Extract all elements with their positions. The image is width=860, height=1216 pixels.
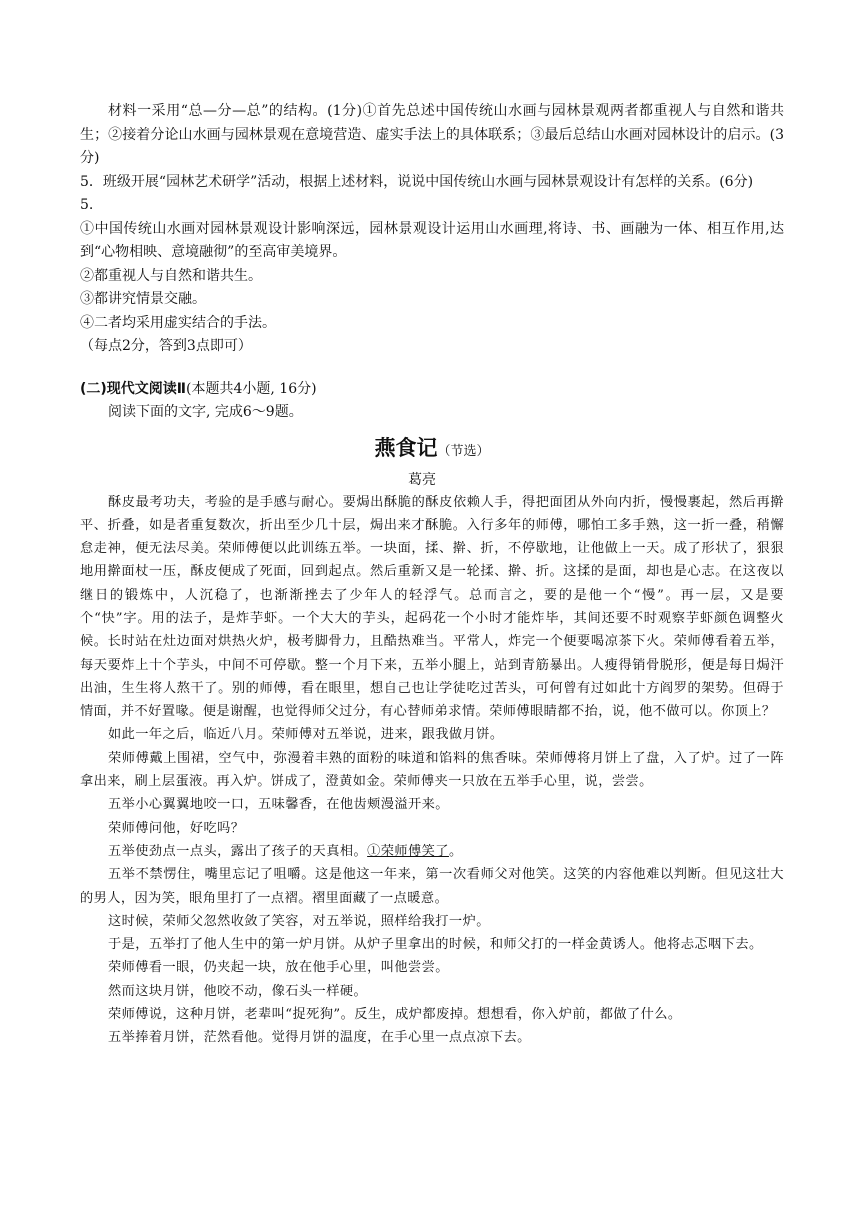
question-5-text: 5．班级开展“园林艺术研学”活动，根据上述材料，说说中国传统山水画与园林景观设计有怎样的关系。(6分) bbox=[80, 173, 754, 190]
article-paragraph-1: 酥皮最考功夫，考验的是手感与耐心。要焗出酥脆的酥皮依赖人手，得把面团从外向内折，慢慢裹起，然后再擀平、折叠，如是者重复数次，折出至少几十层，焗出来才酥脆。入行多年的师傅，哪怕工多手熟，这一折一叠，稍懈怠走神，便无法尽美。荣师傅便以此训练五举。一块面，揉、擀、折，不停歇地，让他做上一天。成了形状了，狠狠地用擀面杖一压，酥皮便成了死面，回到起点。然后重新又是一轮揉、擀、折。这揉的是面，却也是心志。在这夜以继日的锻炼中，人沉稳了，也渐渐挫去了少年人的轻浮气。总而言之，要的是他一个“慢”。再一层，又是要个“快”字。用的法子，是炸芋虾。一个大大的芋头，起码花一个小时才能炸毕，其间还要不时观察芋虾颜色调整火候。长时站在灶边面对烘热火炉，极考脚骨力，且酷热难当。平常人，炸完一个便要喝凉茶下火。荣师傅看着五举，每天要炸上十个芋头，中间不可停歇。整一个月下来，五举小腿上，站到青筋暴出。人瘦得销骨脱形，便是每日焗汗出油，生生将人熬干了。别的师傅，看在眼里，想自己也让学徒吃过苦头，可何曾有过如此十方阎罗的架势。但碍于情面，并不好置喙。便是谢醒，也觉得师父过分，有心替师弟求情。荣师傅眼睛都不抬，说，他不做可以。你顶上？ bbox=[80, 494, 784, 720]
answer-4-text: 材料一采用“总—分—总”的结构。(1分)①首先总述中国传统山水画与园林景观两者都重视人与自然和谐共生；②接着分论山水画与园林景观在意境营造、虚实手法上的具体联系；③最后总结山水画对园林设计的启示。(3分) bbox=[80, 103, 784, 166]
paragraph-6-start: 五举使劲点一点头，露出了孩子的天真相。 bbox=[108, 843, 368, 859]
answer-5-scoring-note: （每点2分，答到3点即可） bbox=[80, 338, 252, 354]
answer-5-point-1: ①中国传统山水画对园林景观设计影响深远，园林景观设计运用山水画理,将诗、书、画融为一体、相互作用,达到“心物相映、意境融彻”的至高审美境界。 bbox=[80, 220, 784, 260]
article-paragraph-5: 荣师傅问他，好吃吗？ bbox=[108, 820, 245, 836]
article-author: 葛亮 bbox=[408, 471, 436, 488]
underlined-sentence-1: ①荣师傅笑了 bbox=[367, 843, 449, 859]
section-title: (二)现代文阅读Ⅱ bbox=[80, 380, 187, 397]
section-note: (本题共4小题, 16分) bbox=[186, 380, 317, 397]
answer-5-point-4: ④二者均采用虚实结合的手法。 bbox=[80, 314, 276, 331]
article-paragraph-12: 荣师傅说，这种月饼，老辈叫“捉死狗”。反生，成炉都废掉。想想看，你入炉前，都做了什么。 bbox=[108, 1007, 682, 1023]
article-paragraph-4: 五举小心翼翼地咬一口，五味馨香，在他齿颊漫溢开来。 bbox=[108, 797, 449, 813]
article-paragraph-10: 荣师傅看一眼，仍夹起一块，放在他手心里，叫他尝尝。 bbox=[108, 960, 449, 976]
article-paragraph-3: 荣师傅戴上围裙，空气中，弥漫着丰熟的面粉的味道和馅料的焦香味。荣师傅将月饼上了盘，入了炉。过了一阵拿出来，刷上层蛋液。再入炉。饼成了，澄黄如金。荣师傅夹一只放在五举手心里，说，尝尝。 bbox=[80, 750, 784, 790]
article-paragraph-6 bbox=[80, 840, 784, 863]
article-paragraph-2: 如此一年之后，临近八月。荣师傅对五举说，进来，跟我做月饼。 bbox=[108, 727, 504, 743]
article-paragraph-13: 五举捧着月饼，茫然看他。觉得月饼的温度，在手心里一点点凉下去。 bbox=[108, 1030, 531, 1046]
article-paragraph-7: 五举不禁愣住，嘴里忘记了咀嚼。这是他这一年来，第一次看师父对他笑。这笑的内容他难以判断。但见这壮大的男人，因为笑，眼角里打了一点褶。褶里面藏了一点暖意。 bbox=[80, 867, 784, 906]
article-title: 燕食记 bbox=[374, 435, 438, 460]
article-title-row bbox=[80, 431, 784, 469]
exam-page bbox=[80, 100, 784, 1050]
answer-5-point-3: ③都讲究情景交融。 bbox=[80, 291, 206, 307]
article-title-note: （节选） bbox=[437, 443, 490, 459]
answer-5-number: 5. bbox=[80, 197, 94, 213]
answer-5-point-2: ②都重视人与自然和谐共生。 bbox=[80, 267, 262, 284]
article-paragraph-8: 这时候，荣师父忽然收敛了笑容，对五举说，照样给我打一炉。 bbox=[108, 913, 490, 929]
reading-instruction: 阅读下面的文字, 完成6～9题。 bbox=[108, 404, 303, 420]
section-heading bbox=[80, 378, 784, 402]
article-paragraph-11: 然而这块月饼，他咬不动，像石头一样硬。 bbox=[108, 983, 368, 999]
paragraph-6-end: 。 bbox=[448, 843, 463, 859]
article-body bbox=[80, 491, 784, 1050]
article-paragraph-9: 于是，五举打了他人生中的第一炉月饼。从炉子里拿出的时候，和师父打的一样金黄诱人。他将忐忑咽下去。 bbox=[108, 937, 763, 953]
